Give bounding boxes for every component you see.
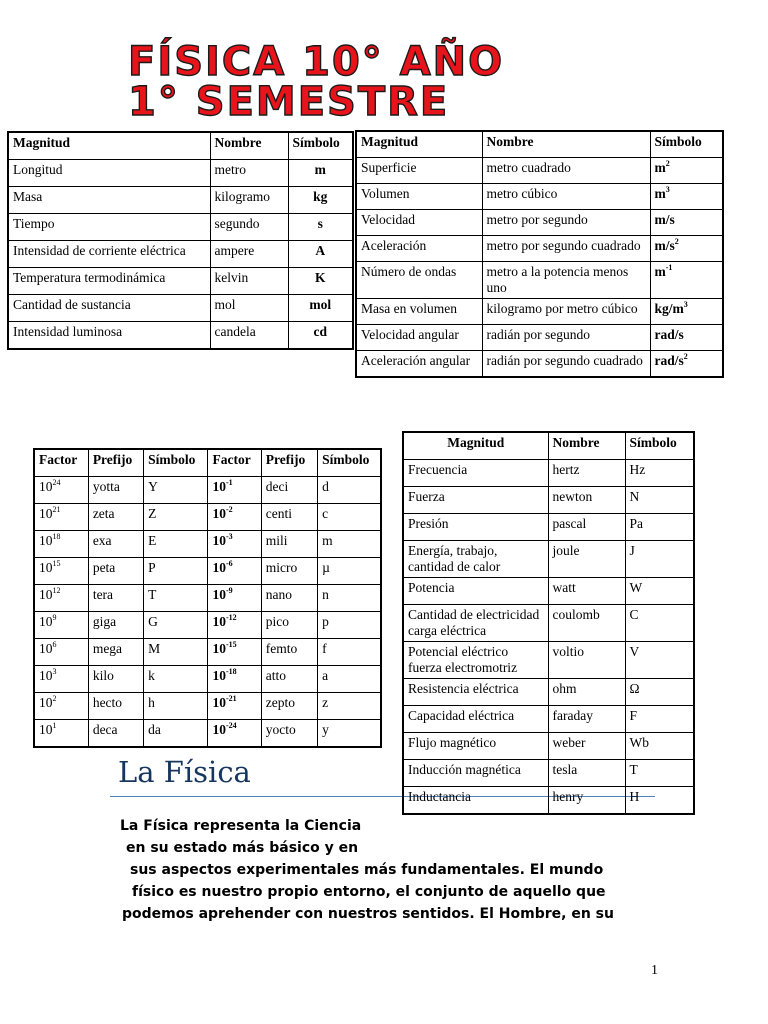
table-row	[403, 460, 694, 487]
nombre-cell: radián por segundo	[482, 325, 650, 351]
simbolo-cell: Wb	[625, 733, 694, 760]
column-header: Factor	[34, 449, 88, 477]
paragraph-line: podemos aprehender con nuestros sentidos. El Hombre, en su	[122, 906, 614, 922]
factor-cell: $10^{21}$	[34, 504, 88, 531]
paragraph-line: en su estado más básico y en	[126, 840, 359, 856]
simbolo-cell: A	[288, 241, 353, 268]
prefijo-cell: tera	[88, 585, 143, 612]
nombre-cell: ohm	[548, 679, 625, 706]
prefijo-cell: mili	[261, 531, 317, 558]
prefijo-cell: exa	[88, 531, 143, 558]
factor-exponent: -15	[225, 640, 237, 649]
factor-exponent: 21	[52, 505, 61, 514]
nombre-cell: pascal	[548, 514, 625, 541]
factor-exponent: 24	[52, 478, 61, 487]
magnitud-cell: Masa	[8, 187, 210, 214]
column-header: Símbolo	[650, 131, 723, 158]
factor-cell: $10^{-24}$	[208, 720, 261, 748]
simbolo-cell	[650, 184, 723, 210]
factor-exponent: 3	[52, 667, 57, 676]
unit-symbol: rad/s	[654, 353, 684, 368]
unit-symbol: m/s	[654, 212, 675, 227]
magnitud-cell: Volumen	[356, 184, 482, 210]
magnitud-cell: Potencial eléctrico fuerza electromotriz	[403, 642, 548, 679]
unit-exponent: -1	[665, 263, 673, 272]
nombre-cell: joule	[548, 541, 625, 578]
simbolo-cell: M	[144, 639, 208, 666]
factor-cell: $10^{24}$	[34, 477, 88, 504]
magnitud-cell: Frecuencia	[403, 460, 548, 487]
table-row	[8, 241, 353, 268]
table-header-row	[8, 132, 353, 160]
table-row	[34, 531, 381, 558]
nombre-cell: hertz	[548, 460, 625, 487]
simbolo-cell: T	[144, 585, 208, 612]
simbolo-cell: H	[625, 787, 694, 815]
table-row	[8, 160, 353, 187]
table-row	[8, 187, 353, 214]
simbolo-cell: y	[318, 720, 381, 748]
simbolo-cell: µ	[318, 558, 381, 585]
magnitud-cell: Velocidad	[356, 210, 482, 236]
table-row	[403, 514, 694, 541]
magnitud-cell: Longitud	[8, 160, 210, 187]
simbolo-cell: a	[318, 666, 381, 693]
nombre-cell: voltio	[548, 642, 625, 679]
factor-exponent: 15	[52, 559, 61, 568]
simbolo-cell: E	[144, 531, 208, 558]
magnitud-cell: Aceleración	[356, 236, 482, 262]
factor-exponent: -6	[225, 559, 233, 568]
si-prefixes-table	[33, 448, 382, 748]
nombre-cell: ampere	[210, 241, 288, 268]
simbolo-cell: c	[318, 504, 381, 531]
table-row	[356, 210, 723, 236]
derived-named-units-table	[402, 431, 695, 815]
column-header: Nombre	[548, 432, 625, 460]
factor-cell: $10^6$	[34, 639, 88, 666]
factor-cell: $10^{-3}$	[208, 531, 261, 558]
simbolo-cell: d	[318, 477, 381, 504]
prefijo-cell: yotta	[88, 477, 143, 504]
magnitud-cell: Resistencia eléctrica	[403, 679, 548, 706]
simbolo-cell: m	[288, 160, 353, 187]
simbolo-cell: G	[144, 612, 208, 639]
simbolo-cell: z	[318, 693, 381, 720]
nombre-cell: kelvin	[210, 268, 288, 295]
table-row	[403, 487, 694, 514]
table-row	[8, 322, 353, 350]
si-base-units-table	[7, 131, 354, 350]
simbolo-cell: Pa	[625, 514, 694, 541]
table-row	[403, 679, 694, 706]
unit-symbol: m	[654, 186, 666, 201]
simbolo-cell: h	[144, 693, 208, 720]
factor-exponent: -18	[225, 667, 237, 676]
prefijo-cell: deci	[261, 477, 317, 504]
table-row	[8, 295, 353, 322]
column-header: Prefijo	[261, 449, 317, 477]
simbolo-cell: Hz	[625, 460, 694, 487]
magnitud-cell: Aceleración angular	[356, 351, 482, 378]
magnitud-cell: Cantidad de electricidad carga eléctrica	[403, 605, 548, 642]
nombre-cell: metro	[210, 160, 288, 187]
unit-symbol: m	[654, 160, 666, 175]
si-derived-units-table	[355, 130, 724, 378]
prefijo-cell: mega	[88, 639, 143, 666]
factor-exponent: 6	[52, 640, 57, 649]
table-row	[34, 558, 381, 585]
factor-cell: $10^{18}$	[34, 531, 88, 558]
nombre-cell: metro por segundo	[482, 210, 650, 236]
simbolo-cell: da	[144, 720, 208, 748]
simbolo-cell: f	[318, 639, 381, 666]
unit-exponent: 2	[665, 159, 670, 168]
unit-symbol: m/s	[654, 238, 675, 253]
magnitud-cell: Inductancia	[403, 787, 548, 815]
table-row	[356, 158, 723, 184]
magnitud-cell: Potencia	[403, 578, 548, 605]
nombre-cell: watt	[548, 578, 625, 605]
table-row	[356, 351, 723, 378]
magnitud-cell: Masa en volumen	[356, 299, 482, 325]
table-row	[356, 262, 723, 299]
factor-cell: $10^{-12}$	[208, 612, 261, 639]
nombre-cell: mol	[210, 295, 288, 322]
magnitud-cell: Fuerza	[403, 487, 548, 514]
simbolo-cell: mol	[288, 295, 353, 322]
magnitud-cell: Energía, trabajo, cantidad de calor	[403, 541, 548, 578]
paragraph-line: sus aspectos experimentales más fundamentales. El mundo	[130, 862, 604, 878]
unit-exponent: 3	[683, 300, 688, 309]
prefijo-cell: giga	[88, 612, 143, 639]
column-header: Factor	[208, 449, 261, 477]
table-row	[403, 605, 694, 642]
table-row	[403, 760, 694, 787]
simbolo-cell: C	[625, 605, 694, 642]
simbolo-cell: m	[318, 531, 381, 558]
table-row	[34, 477, 381, 504]
simbolo-cell: J	[625, 541, 694, 578]
factor-exponent: -2	[225, 505, 233, 514]
simbolo-cell: N	[625, 487, 694, 514]
document-title-line-1: FÍSICA 10° AÑO	[128, 39, 505, 85]
prefijo-cell: zepto	[261, 693, 317, 720]
column-header: Prefijo	[88, 449, 143, 477]
prefijo-cell: yocto	[261, 720, 317, 748]
simbolo-cell: V	[625, 642, 694, 679]
table-row	[356, 184, 723, 210]
simbolo-cell: F	[625, 706, 694, 733]
nombre-cell: tesla	[548, 760, 625, 787]
nombre-cell: candela	[210, 322, 288, 350]
simbolo-cell: K	[288, 268, 353, 295]
section-heading: La Física	[118, 755, 251, 789]
nombre-cell: newton	[548, 487, 625, 514]
simbolo-cell: W	[625, 578, 694, 605]
unit-exponent: 3	[665, 185, 670, 194]
factor-exponent: 12	[52, 586, 61, 595]
factor-cell: $10^{15}$	[34, 558, 88, 585]
simbolo-cell	[650, 158, 723, 184]
nombre-cell: metro a la potencia menos uno	[482, 262, 650, 299]
factor-cell: $10^{-9}$	[208, 585, 261, 612]
table-row	[34, 612, 381, 639]
magnitud-cell: Número de ondas	[356, 262, 482, 299]
column-header: Símbolo	[625, 432, 694, 460]
magnitud-cell: Inducción magnética	[403, 760, 548, 787]
factor-exponent: 18	[52, 532, 61, 541]
table-row	[356, 236, 723, 262]
column-header: Símbolo	[318, 449, 381, 477]
table-row	[34, 720, 381, 748]
factor-exponent: -3	[225, 532, 233, 541]
table-row	[403, 541, 694, 578]
factor-cell: $10^{-6}$	[208, 558, 261, 585]
prefijo-cell: pico	[261, 612, 317, 639]
column-header: Símbolo	[144, 449, 208, 477]
factor-exponent: -9	[225, 586, 233, 595]
table-header-row	[403, 432, 694, 460]
column-header: Magnitud	[356, 131, 482, 158]
column-header: Magnitud	[403, 432, 548, 460]
column-header: Nombre	[482, 131, 650, 158]
simbolo-cell: Ω	[625, 679, 694, 706]
prefijo-cell: kilo	[88, 666, 143, 693]
column-header: Nombre	[210, 132, 288, 160]
factor-exponent: -21	[225, 694, 237, 703]
table-row	[403, 787, 694, 815]
nombre-cell: radián por segundo cuadrado	[482, 351, 650, 378]
factor-exponent: -24	[225, 721, 237, 730]
magnitud-cell: Temperatura termodinámica	[8, 268, 210, 295]
nombre-cell: weber	[548, 733, 625, 760]
table-row	[34, 639, 381, 666]
column-header: Magnitud	[8, 132, 210, 160]
simbolo-cell: cd	[288, 322, 353, 350]
factor-cell: $10^{-21}$	[208, 693, 261, 720]
simbolo-cell: kg	[288, 187, 353, 214]
prefijo-cell: peta	[88, 558, 143, 585]
prefijo-cell: hecto	[88, 693, 143, 720]
unit-symbol: kg/m	[654, 301, 684, 316]
magnitud-cell: Capacidad eléctrica	[403, 706, 548, 733]
simbolo-cell: T	[625, 760, 694, 787]
prefijo-cell: femto	[261, 639, 317, 666]
nombre-cell: kilogramo	[210, 187, 288, 214]
table-row	[356, 299, 723, 325]
paragraph-line: físico es nuestro propio entorno, el conjunto de aquello que	[132, 884, 606, 900]
factor-cell: $10^2$	[34, 693, 88, 720]
page-number: 1	[651, 963, 658, 978]
factor-exponent: 1	[52, 721, 57, 730]
table-row	[403, 642, 694, 679]
simbolo-cell	[650, 325, 723, 351]
nombre-cell: metro cúbico	[482, 184, 650, 210]
simbolo-cell: s	[288, 214, 353, 241]
table-row	[34, 585, 381, 612]
table-row	[34, 693, 381, 720]
prefijo-cell: nano	[261, 585, 317, 612]
prefijo-cell: zeta	[88, 504, 143, 531]
prefijo-cell: centi	[261, 504, 317, 531]
magnitud-cell: Presión	[403, 514, 548, 541]
document-title-line-2: 1° SEMESTRE	[128, 79, 450, 125]
nombre-cell: metro por segundo cuadrado	[482, 236, 650, 262]
table-row	[403, 733, 694, 760]
prefijo-cell: deca	[88, 720, 143, 748]
table-header-row	[356, 131, 723, 158]
magnitud-cell: Intensidad de corriente eléctrica	[8, 241, 210, 268]
table-row	[34, 666, 381, 693]
magnitud-cell: Velocidad angular	[356, 325, 482, 351]
factor-cell: $10^{-18}$	[208, 666, 261, 693]
simbolo-cell	[650, 236, 723, 262]
factor-exponent: 2	[52, 694, 57, 703]
table-row	[8, 214, 353, 241]
paragraph-line: La Física representa la Ciencia	[120, 818, 362, 834]
unit-exponent: 2	[674, 237, 679, 246]
factor-cell: $10^9$	[34, 612, 88, 639]
simbolo-cell: Z	[144, 504, 208, 531]
factor-exponent: 9	[52, 613, 57, 622]
prefijo-cell: atto	[261, 666, 317, 693]
simbolo-cell	[650, 210, 723, 236]
magnitud-cell: Superficie	[356, 158, 482, 184]
simbolo-cell: n	[318, 585, 381, 612]
simbolo-cell: Y	[144, 477, 208, 504]
simbolo-cell: k	[144, 666, 208, 693]
nombre-cell: metro cuadrado	[482, 158, 650, 184]
table-row	[403, 706, 694, 733]
column-header: Símbolo	[288, 132, 353, 160]
simbolo-cell	[650, 262, 723, 299]
nombre-cell: segundo	[210, 214, 288, 241]
factor-cell: $10^{-1}$	[208, 477, 261, 504]
factor-cell: $10^1$	[34, 720, 88, 748]
simbolo-cell: p	[318, 612, 381, 639]
magnitud-cell: Tiempo	[8, 214, 210, 241]
simbolo-cell	[650, 351, 723, 378]
nombre-cell: coulomb	[548, 605, 625, 642]
factor-cell: $10^{-15}$	[208, 639, 261, 666]
unit-symbol: m	[654, 264, 666, 279]
prefijo-cell: micro	[261, 558, 317, 585]
nombre-cell: henry	[548, 787, 625, 815]
table-row	[356, 325, 723, 351]
factor-cell: $10^3$	[34, 666, 88, 693]
factor-exponent: -12	[225, 613, 237, 622]
table-header-row	[34, 449, 381, 477]
magnitud-cell: Intensidad luminosa	[8, 322, 210, 350]
unit-exponent: 2	[683, 352, 688, 361]
table-row	[403, 578, 694, 605]
simbolo-cell	[650, 299, 723, 325]
factor-exponent: -1	[225, 478, 233, 487]
nombre-cell: faraday	[548, 706, 625, 733]
nombre-cell: kilogramo por metro cúbico	[482, 299, 650, 325]
magnitud-cell: Cantidad de sustancia	[8, 295, 210, 322]
simbolo-cell: P	[144, 558, 208, 585]
magnitud-cell: Flujo magnético	[403, 733, 548, 760]
table-row	[34, 504, 381, 531]
table-row	[8, 268, 353, 295]
unit-symbol: rad/s	[654, 327, 684, 342]
factor-cell: $10^{12}$	[34, 585, 88, 612]
factor-cell: $10^{-2}$	[208, 504, 261, 531]
